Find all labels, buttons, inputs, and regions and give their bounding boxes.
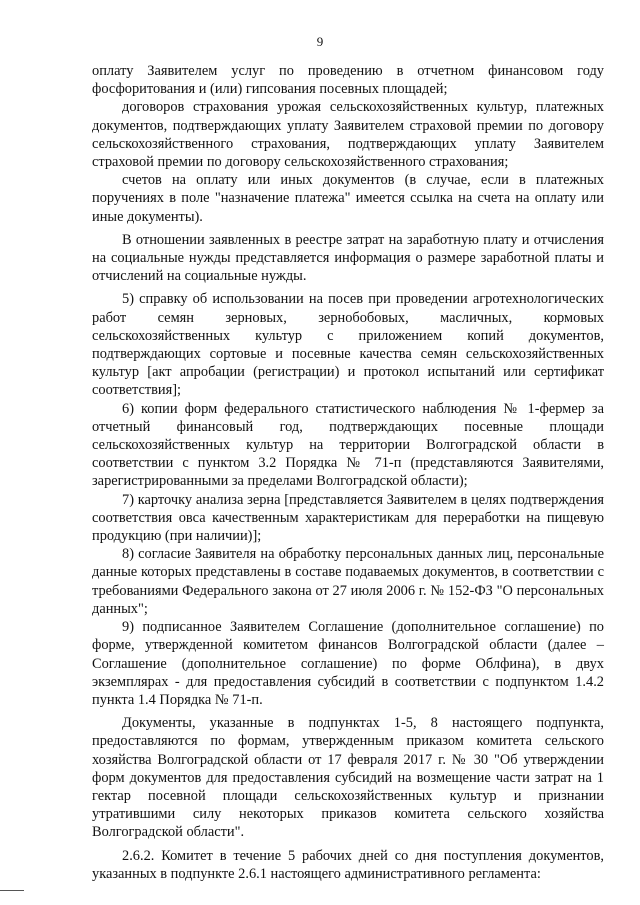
paragraph-salary-costs: В отношении заявленных в реестре затрат на заработную плату и отчисления на социальные нужды представляется информация о размере заработной платы и отчислений на социальные нужды. xyxy=(92,231,604,285)
paragraph-documents-forms: Документы, указанные в подпунктах 1-5, 8 настоящего подпункта, предоставляются по формам, утвержденным приказом комитета сельского хозяйства Волгоградской области от 17 февраля 2017 г. № 30 "Об утверждении форм документов для предоставления субсидий на возмещение части затрат на 1 гектар посевной площади сельскохозяйственных культур и признании утратившими силу некоторых приказов комитета сельского хозяйства Волгоградской области". xyxy=(92,715,604,841)
paragraph-invoices: счетов на оплату или иных документов (в случае, если в платежных поручениях в поле "назначение платежа" имеется ссылка на счета на оплату или иные документы). xyxy=(92,172,604,225)
paragraph-continuation: оплату Заявителем услуг по проведению в отчетном финансовом году фосфоритования и (или) гипсования посевных площадей; xyxy=(92,63,604,98)
paragraph-item-8: 8) согласие Заявителя на обработку персональных данных лиц, персональные данные которых представлены в составе подаваемых документов, в соответствии с требованиями Федерального закона от 27 июля 2006 г. № 152-ФЗ "О персональных данных"; xyxy=(92,546,604,617)
paragraph-item-9: 9) подписанное Заявителем Соглашение (дополнительное соглашение) по форме, утвержденной комитетом финансов Волгоградской области (далее – Соглашение (дополнительное соглашение) по форме Облфина), в двух экземплярах - для предоставления субсидий в соответствии с подпунктом 1.4.2 пункта 1.4 Порядка № 71-п. xyxy=(92,619,604,708)
footnote-rule xyxy=(0,890,24,891)
paragraph-item-6: 6) копии форм федерального статистического наблюдения № 1-фермер за отчетный финансовый год, подтверждающих посевные площади сельскохозяйственных культур на территории Волгоградской области в соответствии с пунктом 3.2 Порядка № 71-п (представляются Заявителями, зарегистрированными за пределами Волгоградской области); xyxy=(92,400,604,490)
paragraph-2-6-2: 2.6.2. Комитет в течение 5 рабочих дней со дня поступления документов, указанных в подпункте 2.6.1 настоящего административного регламента: xyxy=(92,847,604,882)
paragraph-item-7: 7) карточку анализа зерна [представляется Заявителем в целях подтверждения соответствия овса качественным характеристикам для переработки на пищевую продукцию (при наличии)]; xyxy=(92,491,604,545)
page-number: 9 xyxy=(316,34,324,49)
paragraph-insurance-contracts: договоров страхования урожая сельскохозяйственных культур, платежных документов, подтверждающих уплату Заявителем страховой премии по договору сельскохозяйственного страхования, подтверждающих уплату Заявителем страховой премии по договору сельскохозяйственного страхования; xyxy=(92,99,604,171)
paragraph-item-5: 5) справку об использовании на посев при проведении агротехнологических работ семян зерновых, зернобобовых, масличных, кормовых сельскохозяйственных культур с приложением копий документов, подтверждающих сортовые и посевные качества семян сельскохозяйственных культур [акт апробации (регистрации) и протокол испытаний или сертификат соответствия]; xyxy=(92,291,604,399)
document-body xyxy=(92,62,604,883)
